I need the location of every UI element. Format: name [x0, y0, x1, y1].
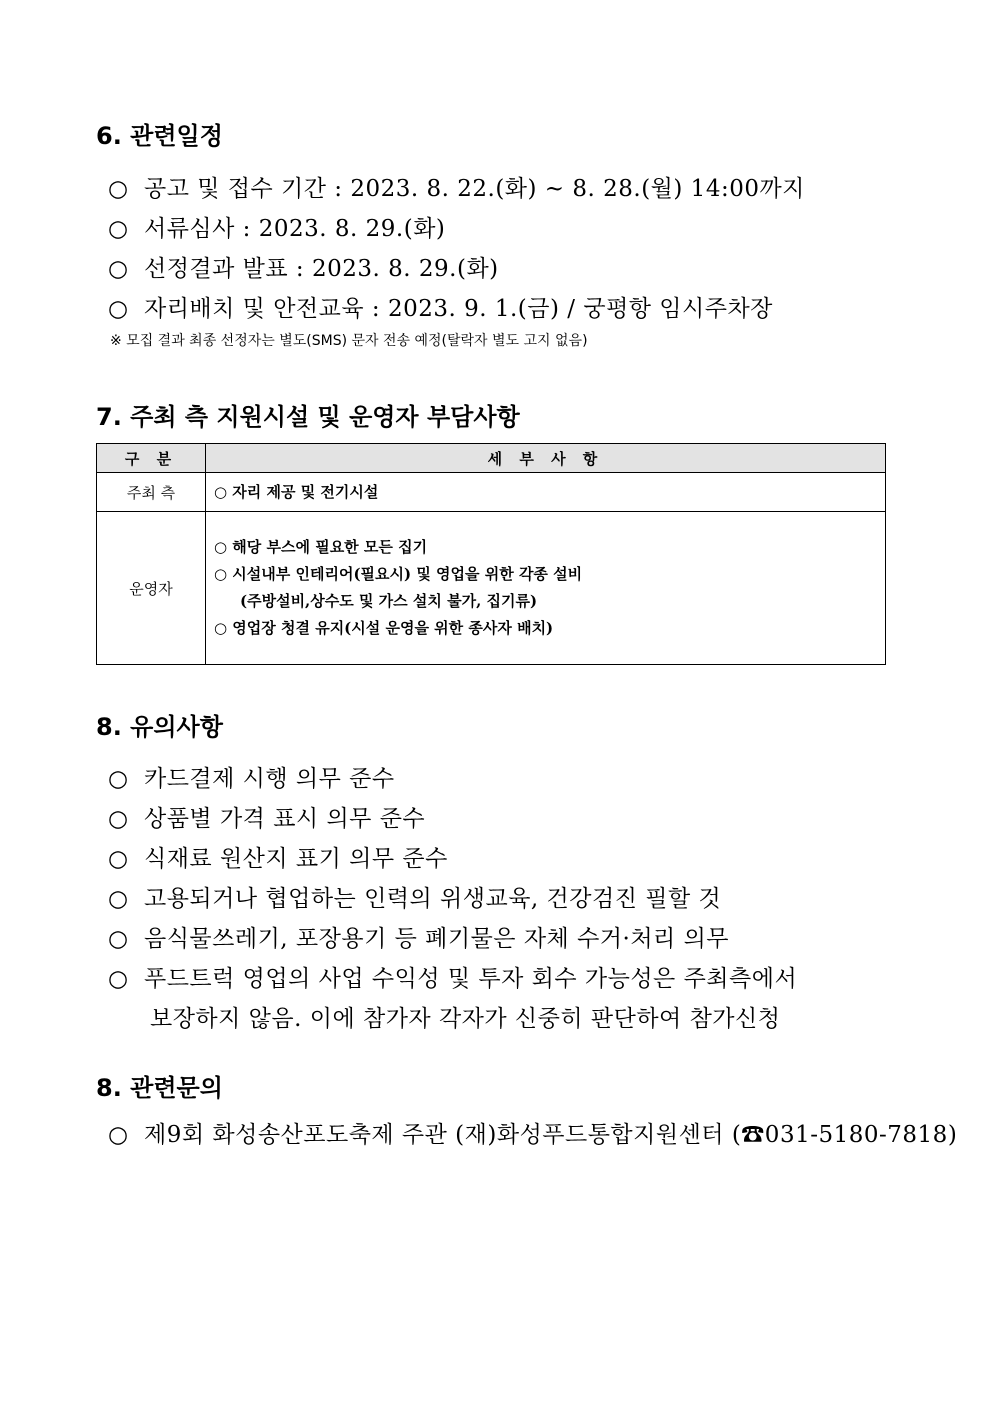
section-6-title: 6. 관련일정: [96, 122, 223, 150]
bullet-icon: ○: [108, 1122, 129, 1148]
table-header-row: [97, 444, 886, 473]
bullet-icon: ○: [108, 846, 129, 872]
schedule-note: ※ 모집 결과 최종 선정자는 별도(SMS) 문자 전송 예정(탈락자 별도 고지 없음): [110, 333, 588, 349]
notice-item: ○ 상품별 가격 표시 의무 준수: [108, 806, 426, 832]
schedule-item: ○ 선정결과 발표 : 2023. 8. 29.(화): [108, 256, 499, 282]
bullet-icon: ○: [108, 886, 129, 912]
notice-item: ○ 고용되거나 협업하는 인력의 위생교육, 건강검진 필할 것: [108, 886, 722, 912]
schedule-item: ○ 서류심사 : 2023. 8. 29.(화): [108, 216, 446, 242]
header-details: 세 부 사 항: [206, 444, 886, 473]
contact-item: ○ 제9회 화성송산포도축제 주관 (재)화성푸드통합지원센터 (☎031-5180-7818): [108, 1122, 958, 1148]
bullet-icon: ○: [108, 806, 129, 832]
schedule-item: ○ 자리배치 및 안전교육 : 2023. 9. 1.(금) / 궁평항 임시주차장: [108, 296, 773, 322]
row-label: 주최 측: [97, 473, 206, 512]
section-8-title: 8. 유의사항: [96, 713, 223, 741]
notice-item: ○ 식재료 원산지 표기 의무 준수: [108, 846, 448, 872]
table-row: [97, 512, 886, 665]
bullet-icon: ○: [108, 176, 129, 202]
row-label: 운영자: [97, 512, 206, 665]
row-details: ○ 해당 부스에 필요한 모든 집기 ○ 시설내부 인테리어(필요시) 및 영업을 위한 각종 설비 (주방설비,상수도 및 가스 설치 불가, 집기류) ○ 영업장 청결 유지(시설 운영을 위한 종사자 배치): [206, 512, 886, 665]
notice-item: ○ 카드결제 시행 의무 준수: [108, 766, 395, 792]
row-details: ○ 자리 제공 및 전기시설: [206, 473, 886, 512]
schedule-item: ○ 공고 및 접수 기간 : 2023. 8. 22.(화) ~ 8. 28.(월) 14:00까지: [108, 176, 805, 202]
bullet-icon: ○: [108, 216, 129, 242]
notice-item-continuation: 보장하지 않음. 이에 참가자 각자가 신중히 판단하여 참가신청: [150, 1006, 781, 1032]
section-contact-title: 8. 관련문의: [96, 1074, 223, 1102]
notice-item: ○ 푸드트럭 영업의 사업 수익성 및 투자 회수 가능성은 주최측에서: [108, 966, 798, 992]
bullet-icon: ○: [108, 966, 129, 992]
bullet-icon: ○: [108, 766, 129, 792]
bullet-icon: ○: [108, 296, 129, 322]
bullet-icon: ○: [108, 926, 129, 952]
support-table: [96, 443, 886, 665]
section-7-title: 7. 주최 측 지원시설 및 운영자 부담사항: [96, 403, 520, 431]
header-category: 구 분: [97, 444, 206, 473]
table-row: [97, 473, 886, 512]
bullet-icon: ○: [108, 256, 129, 282]
notice-item: ○ 음식물쓰레기, 포장용기 등 폐기물은 자체 수거·처리 의무: [108, 926, 730, 952]
